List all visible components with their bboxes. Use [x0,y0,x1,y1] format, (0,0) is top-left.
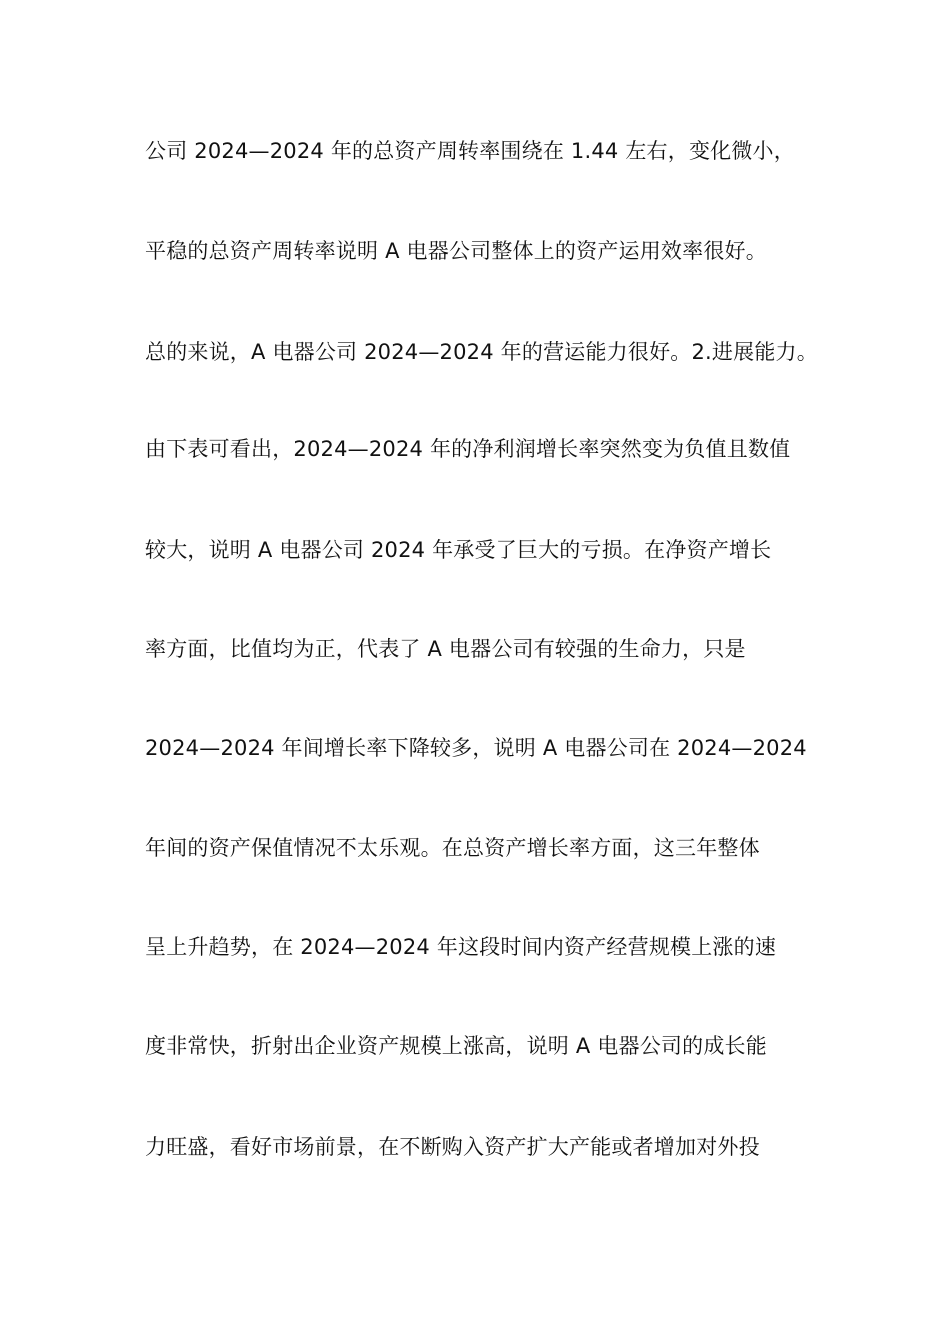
body-text-line: 年间的资产保值情况不太乐观。在总资产增长率方面，这三年整体 [145,836,760,860]
body-text-line: 公司 2024—2024 年的总资产周转率围绕在 1.44 左右，变化微小， [145,139,795,163]
body-text-line: 总的来说，A 电器公司 2024—2024 年的营运能力很好。2.进展能力。 [145,340,818,364]
body-text-line: 由下表可看出，2024—2024 年的净利润增长率突然变为负值且数值 [145,437,791,461]
body-text-line: 力旺盛，看好市场前景，在不断购入资产扩大产能或者增加对外投 [145,1135,760,1159]
body-text-line: 率方面，比值均为正，代表了 A 电器公司有较强的生命力，只是 [145,637,746,661]
body-text-line: 平稳的总资产周转率说明 A 电器公司整体上的资产运用效率很好。 [145,239,767,263]
body-text-line: 较大，说明 A 电器公司 2024 年承受了巨大的亏损。在净资产增长 [145,538,772,562]
body-text-line: 2024—2024 年间增长率下降较多，说明 A 电器公司在 2024—2024 [145,736,807,760]
body-text-line: 呈上升趋势，在 2024—2024 年这段时间内资产经营规模上涨的速 [145,935,777,959]
body-text-line: 度非常快，折射出企业资产规模上涨高，说明 A 电器公司的成长能 [145,1034,767,1058]
